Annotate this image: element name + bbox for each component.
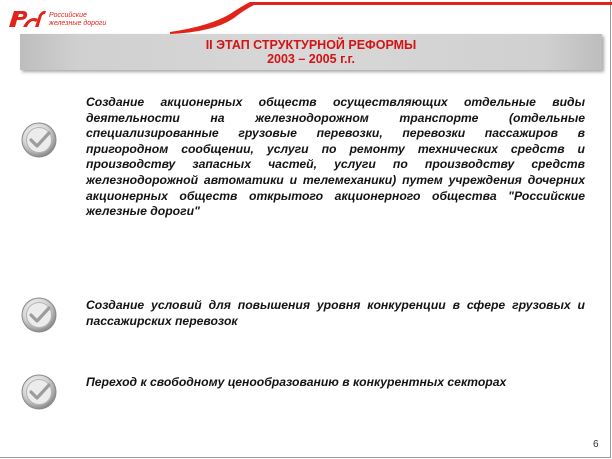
check-icon [20,121,58,159]
logo-text [49,12,119,28]
bullet-text: Создание акционерных обществ осуществляющих отдельные виды деятельности на железнодорожном транспорте (отдельные специализированные грузовые перевозки, перевозки пассажиров в пригородном сообщении, услуги по ремонту технических средств и производству запасных частей, услуги по производству средств железнодорожной автоматики и телемеханики) путем учреждения дочерних акционерных обществ открытого акционерного общества "Российские железные дороги" [86,95,585,219]
rzd-logo [7,6,117,32]
bullet-text: Переход к свободному ценообразованию в конкурентных секторах [86,375,507,389]
logo-text-line2: железные дороги [49,20,107,27]
page-number: 6 [593,439,599,450]
check-icon [20,373,58,411]
page-subtitle: 2003 – 2005 г.г. [267,52,355,66]
check-icon [20,296,58,334]
bullet-text: Создание условий для повышения уровня конкуренции в сфере грузовых и пассажирских перевозок [86,298,585,328]
title-banner [20,34,602,70]
page-title: II ЭТАП СТРУКТУРНОЙ РЕФОРМЫ [205,38,417,52]
logo-text-line1: Российские [49,12,87,19]
rzd-logo-icon [7,6,47,32]
